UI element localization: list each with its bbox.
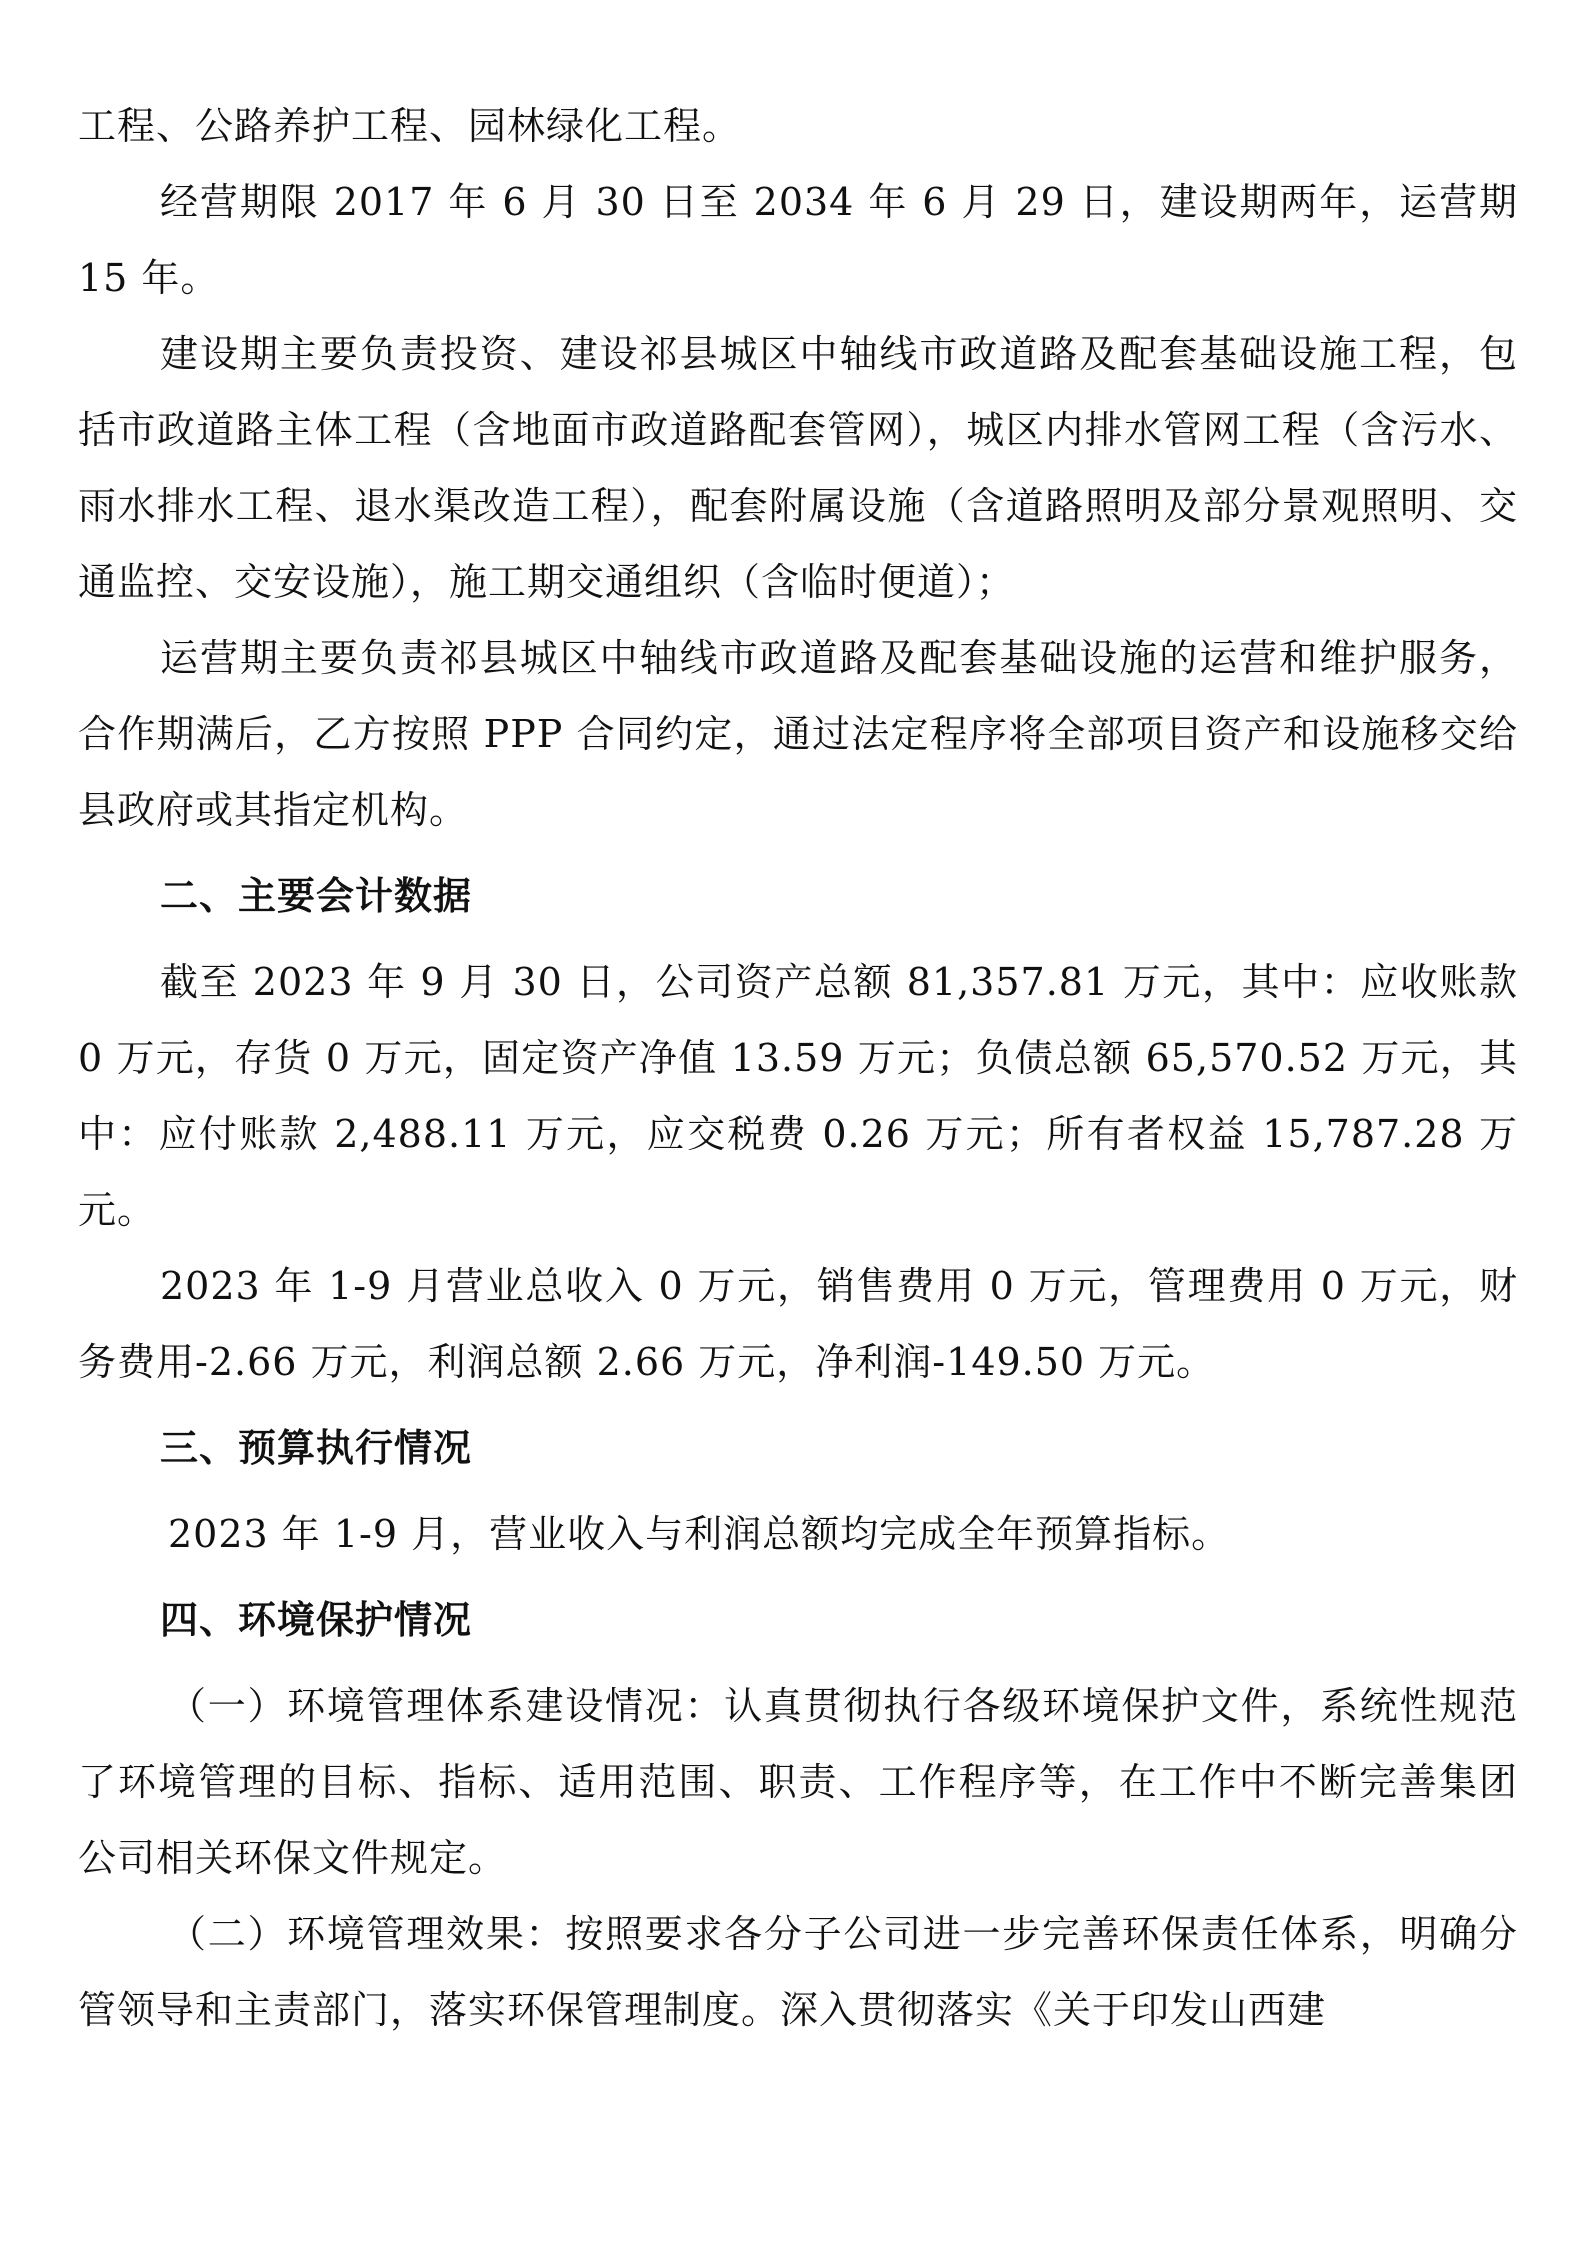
paragraph-income-statement: 2023 年 1-9 月营业总收入 0 万元，销售费用 0 万元，管理费用 0 万元，财务费用-2.66 万元，利润总额 2.66 万元，净利润-149.50 万元。 [78,1264,1518,1384]
paragraph-continuation: 工程、公路养护工程、园林绿化工程。 [78,104,742,148]
paragraph-balance-sheet: 截至 2023 年 9 月 30 日，公司资产总额 81,357.81 万元，其中：应收账款 0 万元，存货 0 万元，固定资产净值 13.59 万元；负债总额 65,570.52 万元，其中：应付账款 2,488.11 万元，应交税费 0.26 万元；所有者权益 15,787.28 万元。 [78,960,1518,1232]
paragraph-budget-execution: 2023 年 1-9 月，营业收入与利润总额均完成全年预算指标。 [168,1512,1231,1556]
paragraph-operation-period: 运营期主要负责祁县城区中轴线市政道路及配套基础设施的运营和维护服务，合作期满后，乙方按照 PPP 合同约定，通过法定程序将全部项目资产和设施移交给县政府或其指定机构。 [78,636,1518,832]
paragraph-environment-effect: （二）环境管理效果：按照要求各分子公司进一步完善环保责任体系，明确分管领导和主责部门，落实环保管理制度。深入贯彻落实《关于印发山西建 [78,1912,1518,2032]
paragraph-environment-system: （一）环境管理体系建设情况：认真贯彻执行各级环境保护文件，系统性规范了环境管理的目标、指标、适用范围、职责、工作程序等，在工作中不断完善集团公司相关环保文件规定。 [78,1684,1518,1880]
paragraph-operating-term: 经营期限 2017 年 6 月 30 日至 2034 年 6 月 29 日，建设期两年，运营期 15 年。 [78,180,1518,300]
heading-environmental-protection: 四、环境保护情况 [160,1598,473,1642]
paragraph-construction-period: 建设期主要负责投资、建设祁县城区中轴线市政道路及配套基础设施工程，包括市政道路主体工程（含地面市政道路配套管网），城区内排水管网工程（含污水、雨水排水工程、退水渠改造工程），配套附属设施（含道路照明及部分景观照明、交通监控、交安设施），施工期交通组织（含临时便道）； [78,332,1518,604]
heading-budget-execution: 三、预算执行情况 [160,1426,473,1470]
heading-accounting-data: 二、主要会计数据 [160,874,473,918]
document-page [78,88,1518,2048]
